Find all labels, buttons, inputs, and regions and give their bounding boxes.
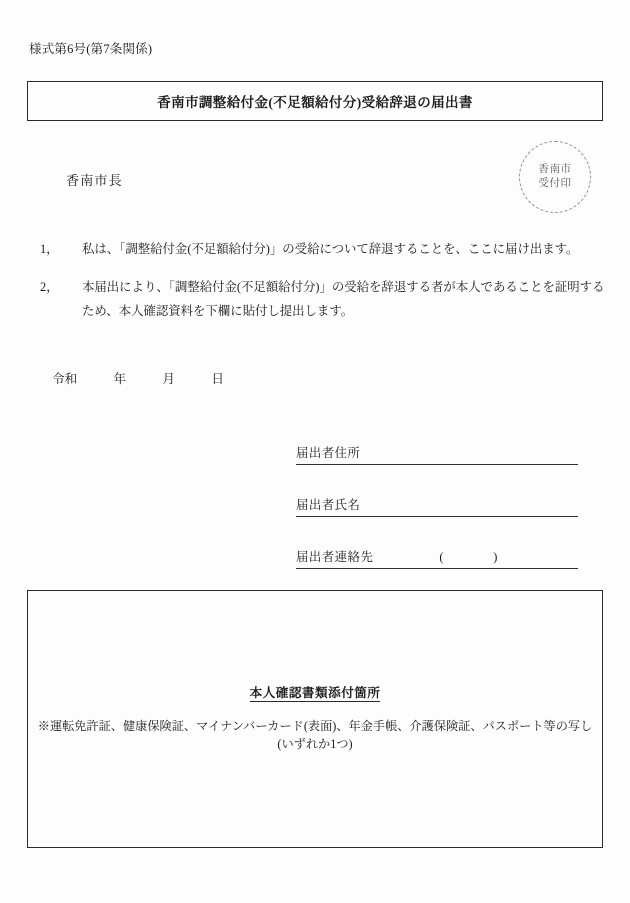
filer-name-label: 届出者氏名 [296, 498, 361, 512]
day-unit-label: 日 [211, 372, 224, 386]
filer-address-label: 届出者住所 [296, 446, 361, 460]
era-label: 令和 [52, 372, 78, 386]
month-unit-label: 月 [162, 372, 175, 386]
reception-seal-line1: 香南市 [538, 163, 572, 175]
form-number-label: 様式第6号(第7条関係) [29, 42, 153, 56]
clause-1-line-1: 私は、「調整給付金(不足額給付分)」の受給について辞退することを、ここに届け出ます。 [82, 242, 579, 256]
reception-seal-line2: 受付印 [538, 178, 572, 189]
filer-address-field[interactable] [296, 443, 578, 465]
date-entry-line [52, 368, 224, 387]
identity-document-attachment-box[interactable] [27, 590, 603, 848]
clause-2-line-2: ため、本人確認資料を下欄に貼付し提出します。 [82, 303, 354, 318]
title-box [27, 81, 603, 121]
paren-open: ( [439, 550, 444, 564]
clause-1-body [82, 238, 600, 262]
clause-1-marker: 1， [40, 242, 59, 256]
clause-2-body [82, 276, 604, 323]
contact-area-code-group [439, 550, 498, 565]
clause-2-marker: 2， [40, 280, 59, 294]
reception-seal-stamp [519, 141, 591, 213]
attachment-note-main: ※運転免許証、健康保険証、マイナンバーカード(表面)、年金手帳、介護保険証、パスポート等の写し [37, 719, 593, 733]
clause-item-2 [40, 276, 605, 323]
year-unit-label: 年 [113, 372, 127, 386]
clause-2-line-1: 本届出により、「調整給付金(不足額給付分)」の受給を辞退する者が本人であることを証明する [82, 280, 605, 294]
attachment-heading: 本人確認書類添付箇所 [249, 686, 381, 700]
filer-contact-field[interactable] [296, 547, 578, 569]
paren-close: ) [493, 550, 498, 564]
attachment-note-sub: (いずれか1つ) [277, 737, 353, 752]
clause-item-1 [40, 238, 600, 262]
filer-name-field[interactable] [296, 495, 578, 517]
addressee-label: 香南市長 [66, 173, 123, 188]
filer-contact-label: 届出者連絡先 [296, 550, 374, 564]
page-title: 香南市調整給付金(不足額給付分)受給辞退の届出書 [157, 95, 473, 110]
attachment-note [28, 717, 602, 754]
